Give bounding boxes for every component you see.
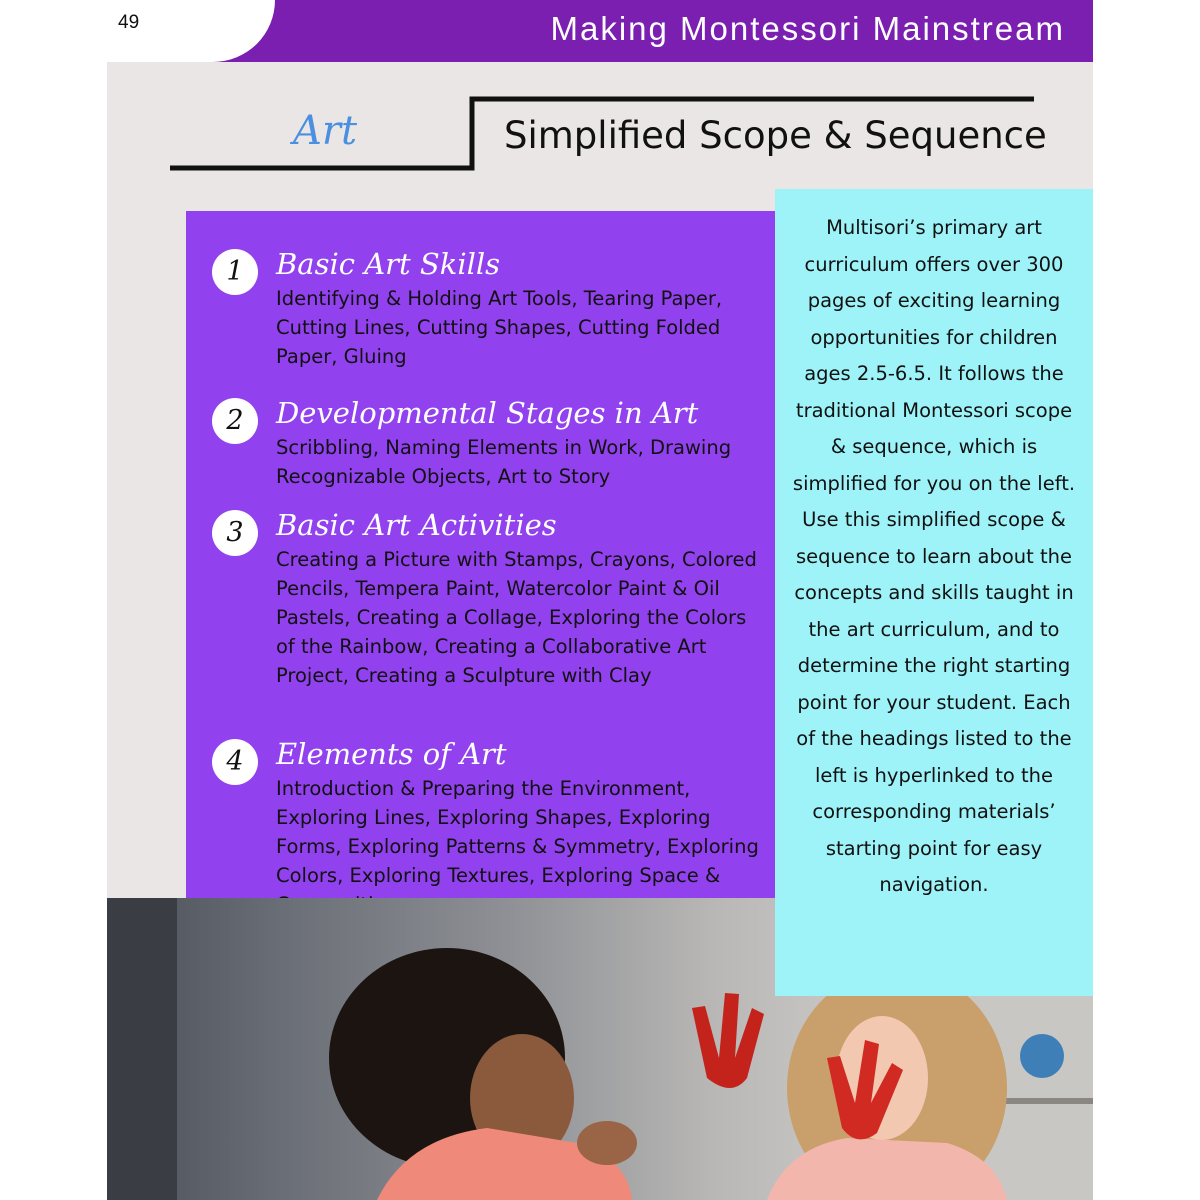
heading-bracket [0, 0, 1200, 200]
header-title: Making Montessori Mainstream [550, 10, 1065, 47]
topic-number-badge: 4 [212, 739, 258, 785]
topic-number-badge: 3 [212, 510, 258, 556]
topic-description: Creating a Picture with Stamps, Crayons, Colored Pencils, Tempera Paint, Watercolor Paint & Oil Pastels, Creating a Collage, Exploring the Colors of the Rainbow, Creating a Collaborative Art Project, Creating a Sculpture with Clay [276, 548, 757, 687]
topic-description: Identifying & Holding Art Tools, Tearing Paper, Cutting Lines, Cutting Shapes, Cutting Folded Paper, Gluing [276, 287, 723, 368]
topic-link-developmental-stages[interactable]: Developmental Stages in Art [276, 396, 699, 430]
section-heading: Simplified Scope & Sequence [504, 114, 1047, 157]
description-text: Multisori’s primary art curriculum offers over 300 pages of exciting learning opportunities for children ages 2.5-6.5. It follows the traditional Montessori scope & sequence, which is simplified for you on the left. Use this simplified scope & sequence to learn about the concepts and skills taught in the art curriculum, and to determine the right starting point for your student. Each of the headings listed to the left is hyperlinked to the corresponding materials’ starting point for easy navigation. [792, 216, 1076, 896]
topic-description: Scribbling, Naming Elements in Work, Drawing Recognizable Objects, Art to Story [276, 436, 732, 488]
topic-link-basic-art-activities[interactable]: Basic Art Activities [276, 508, 557, 542]
topic-link-elements-of-art[interactable]: Elements of Art [276, 737, 507, 771]
topic-link-basic-art-skills[interactable]: Basic Art Skills [276, 247, 501, 281]
subject-label: Art [292, 108, 358, 154]
description-panel [775, 189, 1093, 996]
topic-number-badge: 2 [212, 398, 258, 444]
page-number: 49 [118, 12, 140, 33]
topic-description: Introduction & Preparing the Environment, Exploring Lines, Exploring Shapes, Exploring Forms, Exploring Patterns & Symmetry, Exploring Colors, Exploring Textures, Exploring Space & [276, 777, 759, 887]
topic-number-badge: 1 [212, 249, 258, 295]
